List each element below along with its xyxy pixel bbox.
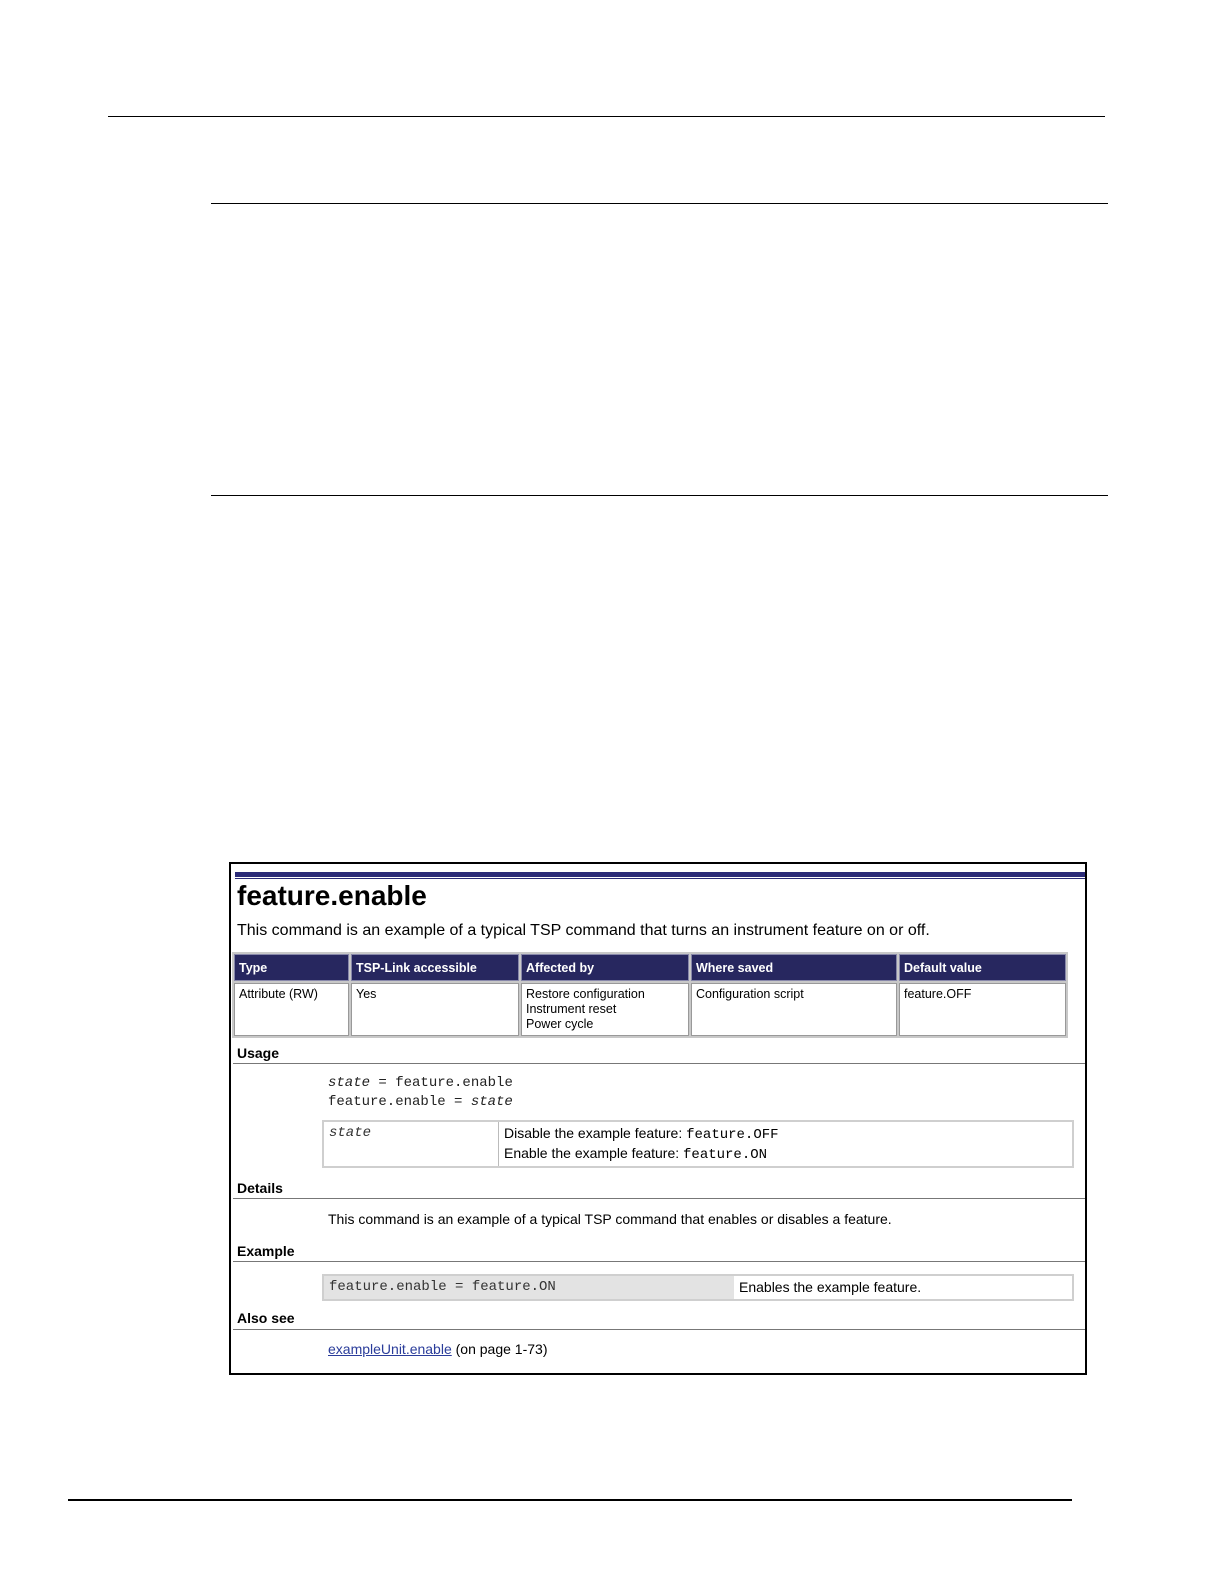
cell-tsp-link: Yes — [351, 983, 519, 1036]
parameter-table — [322, 1120, 1074, 1168]
usage-code: feature.enable = — [328, 1094, 471, 1110]
also-see-entry — [328, 1341, 547, 1357]
param-desc-text: Disable the example feature: — [504, 1125, 687, 1141]
usage-heading: Usage — [237, 1045, 280, 1061]
header-default-value: Default value — [899, 954, 1066, 981]
example-rule — [233, 1261, 1085, 1262]
command-description: This command is an example of a typical TSP command that turns an instrument feature on or off. — [237, 922, 930, 939]
usage-line-write — [328, 1094, 513, 1110]
param-desc-code: feature.OFF — [686, 1127, 779, 1143]
header-affected-by: Affected by — [521, 954, 689, 981]
usage-rule — [233, 1063, 1085, 1064]
param-name: state — [329, 1125, 372, 1141]
details-rule — [233, 1198, 1085, 1199]
title-bar-thin — [235, 878, 1085, 879]
param-desc-text: Enable the example feature: — [504, 1145, 684, 1161]
cell-affected-by — [521, 983, 689, 1036]
cell-type: Attribute (RW) — [234, 983, 349, 1036]
cell-where-saved: Configuration script — [691, 983, 897, 1036]
footer-rule — [68, 1499, 1072, 1501]
affected-item: Instrument reset — [526, 1002, 617, 1016]
attribute-table — [232, 952, 1068, 1038]
example-table — [322, 1274, 1074, 1301]
affected-item: Power cycle — [526, 1017, 594, 1031]
command-title: feature.enable — [237, 880, 427, 911]
title-bar-thick — [235, 872, 1085, 877]
param-desc-code: feature.ON — [683, 1147, 768, 1163]
param-desc-on — [504, 1145, 767, 1163]
details-text: This command is an example of a typical TSP command that enables or disables a feature. — [328, 1211, 892, 1227]
also-see-heading: Also see — [237, 1310, 295, 1326]
header-type: Type — [234, 954, 349, 981]
affected-item: Restore configuration — [526, 987, 645, 1001]
usage-line-read — [328, 1075, 513, 1091]
also-see-rule — [233, 1329, 1085, 1330]
header-rule — [108, 116, 1105, 117]
example-heading: Example — [237, 1243, 295, 1259]
header-where-saved: Where saved — [691, 954, 897, 981]
param-divider — [498, 1122, 499, 1166]
also-see-page-ref: (on page 1-73) — [451, 1341, 548, 1357]
example-code: feature.enable = feature.ON — [324, 1276, 734, 1299]
usage-var: state — [470, 1094, 513, 1110]
section-rule — [211, 203, 1108, 204]
example-description: Enables the example feature. — [739, 1279, 922, 1295]
param-desc-off — [504, 1125, 779, 1143]
cell-default-value: feature.OFF — [899, 983, 1066, 1036]
usage-code: = feature.enable — [370, 1075, 513, 1091]
table-row — [234, 983, 1066, 1036]
command-reference-figure — [229, 862, 1087, 1375]
also-see-link[interactable]: exampleUnit.enable — [328, 1341, 452, 1357]
section-rule — [211, 495, 1108, 496]
details-heading: Details — [237, 1180, 283, 1196]
header-tsp-link: TSP-Link accessible — [351, 954, 519, 981]
usage-var: state — [328, 1075, 371, 1091]
